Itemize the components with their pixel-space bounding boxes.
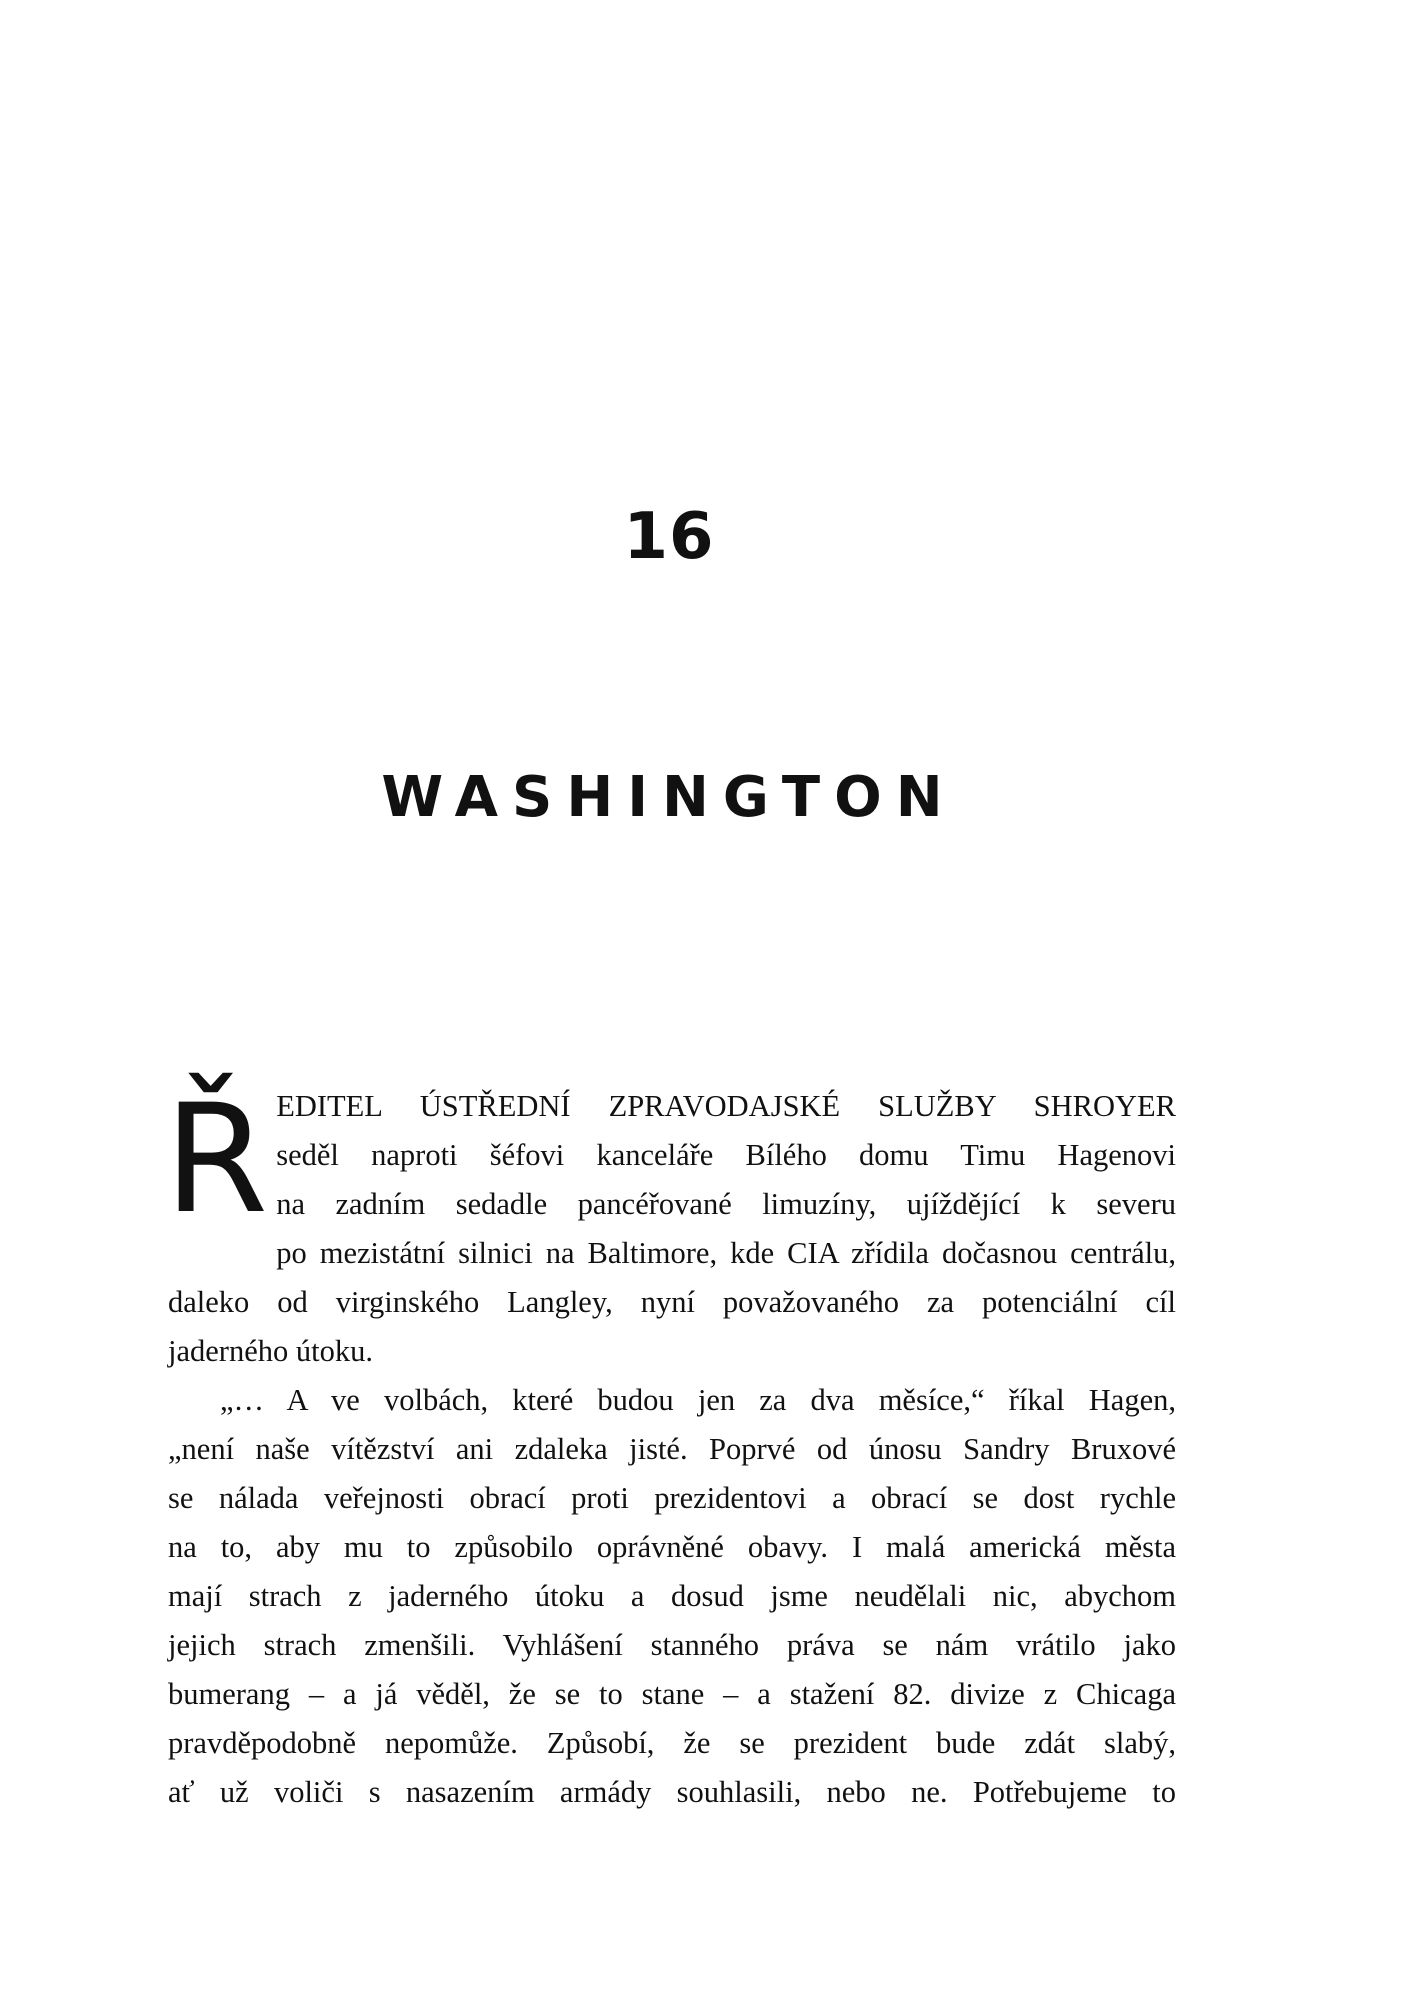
text-line: EDITEL ÚSTŘEDNÍ ZPRAVODAJSKÉ SLUŽBY SHROYER xyxy=(276,1089,1176,1123)
text-line: daleko od virginského Langley, nyní považovaného za potenciální cíl xyxy=(168,1285,1176,1319)
text-line: se nálada veřejnosti obrací proti prezidentovi a obrací se dost rychle xyxy=(168,1481,1176,1515)
text-line: jaderného útoku. xyxy=(168,1334,373,1368)
text-line: mají strach z jaderného útoku a dosud jsme neudělali nic, abychom xyxy=(168,1579,1176,1613)
text-line: na zadním sedadle pancéřované limuzíny, ujíždějící k severu xyxy=(276,1187,1176,1221)
text-line: po mezistátní silnici na Baltimore, kde CIA zřídila dočasnou centrálu, xyxy=(276,1236,1176,1270)
text-line: pravděpodobně nepomůže. Způsobí, že se prezident bude zdát slabý, xyxy=(168,1726,1176,1760)
drop-cap: Ř xyxy=(164,1073,269,1247)
text-line: ať už voliči s nasazením armády souhlasili, nebo ne. Potřebujeme to xyxy=(168,1775,1176,1809)
text-line: „… A ve volbách, které budou jen za dva měsíce,“ říkal Hagen, xyxy=(220,1383,1176,1417)
text-line: „není naše vítězství ani zdaleka jisté. Poprvé od únosu Sandry Bruxové xyxy=(168,1432,1176,1466)
chapter-title: WASHINGTON xyxy=(381,765,957,830)
chapter-number: 16 xyxy=(623,500,715,574)
chapter-body xyxy=(164,1073,1176,1817)
paragraph-2 xyxy=(168,1376,1176,1817)
paragraph-1 xyxy=(164,1073,1176,1376)
text-line: na to, aby mu to způsobilo oprávněné obavy. I malá americká města xyxy=(168,1530,1176,1564)
text-line: jejich strach zmenšili. Vyhlášení stanného práva se nám vrátilo jako xyxy=(168,1628,1176,1662)
text-line: bumerang – a já věděl, že se to stane – a stažení 82. divize z Chicaga xyxy=(168,1677,1176,1711)
text-line: seděl naproti šéfovi kanceláře Bílého domu Timu Hagenovi xyxy=(276,1138,1176,1172)
